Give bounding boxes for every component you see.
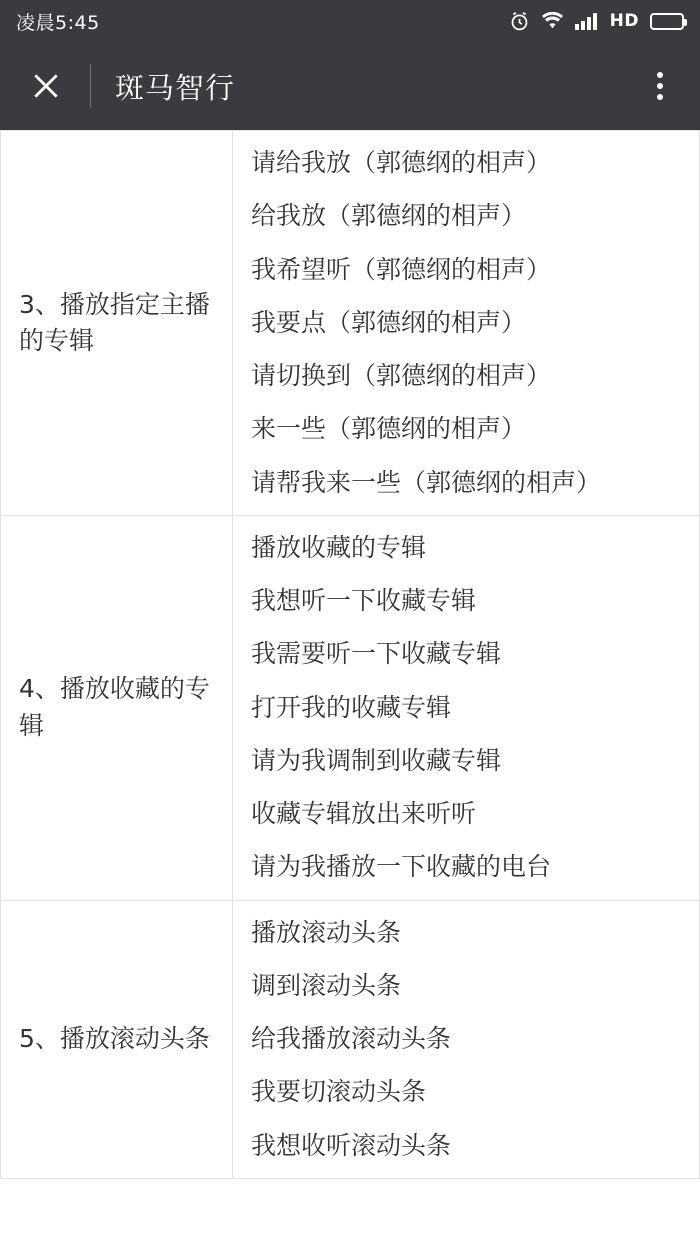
status-bar-left [16, 8, 100, 35]
command-line: 我需要听一下收藏专辑 [251, 639, 502, 669]
table-cell-category: 3、播放指定主播的专辑 [1, 131, 233, 516]
command-line: 播放收藏的专辑 [251, 532, 427, 562]
page-title: 斑马智行 [115, 70, 236, 105]
signal-icon [575, 12, 599, 30]
command-line: 请为我调制到收藏专辑 [251, 745, 502, 775]
menu-dot-icon [657, 83, 663, 89]
status-bar [0, 0, 700, 42]
table-cell-commands [233, 131, 700, 516]
table-cell-commands [233, 515, 700, 900]
battery-icon [650, 13, 684, 30]
alarm-icon [509, 11, 530, 32]
command-line: 来一些（郭德纲的相声） [251, 414, 527, 444]
close-icon [30, 70, 62, 102]
close-button[interactable] [24, 64, 68, 108]
command-line: 收藏专辑放出来听听 [251, 799, 477, 828]
command-line: 我想听一下收藏专辑 [251, 586, 477, 615]
voice-command-table [0, 130, 700, 1179]
menu-dot-icon [657, 94, 663, 100]
title-bar [0, 42, 700, 130]
status-time: 凌晨5:45 [16, 11, 100, 34]
table-row [1, 515, 700, 900]
overflow-menu-button[interactable] [638, 62, 682, 110]
command-line: 请为我播放一下收藏的电台 [251, 852, 552, 882]
table-row [1, 131, 700, 516]
title-divider [90, 64, 91, 108]
command-line: 我要点（郭德纲的相声） [251, 307, 527, 337]
command-line: 播放滚动头条 [251, 917, 402, 947]
command-line: 给我播放滚动头条 [251, 1024, 452, 1053]
command-line: 打开我的收藏专辑 [251, 692, 452, 722]
command-line: 我希望听（郭德纲的相声） [251, 254, 552, 284]
command-line: 给我放（郭德纲的相声） [251, 201, 527, 231]
command-line: 调到滚动头条 [251, 970, 402, 1000]
table-cell-category: 4、播放收藏的专辑 [1, 515, 233, 900]
menu-dot-icon [657, 72, 663, 78]
command-line: 我想收听滚动头条 [251, 1130, 452, 1160]
table-cell-commands [233, 900, 700, 1178]
table-row [1, 900, 700, 1178]
wifi-icon [541, 12, 564, 30]
command-line: 请给我放（郭德纲的相声） [251, 148, 552, 177]
command-line: 请切换到（郭德纲的相声） [251, 361, 552, 390]
content-scroll-area[interactable] [0, 130, 700, 1244]
network-type-label: HD [609, 11, 639, 31]
table-cell-category: 5、播放滚动头条 [1, 900, 233, 1178]
command-line: 请帮我来一些（郭德纲的相声） [251, 467, 602, 497]
command-line: 我要切滚动头条 [251, 1077, 427, 1107]
status-bar-right [509, 11, 684, 32]
